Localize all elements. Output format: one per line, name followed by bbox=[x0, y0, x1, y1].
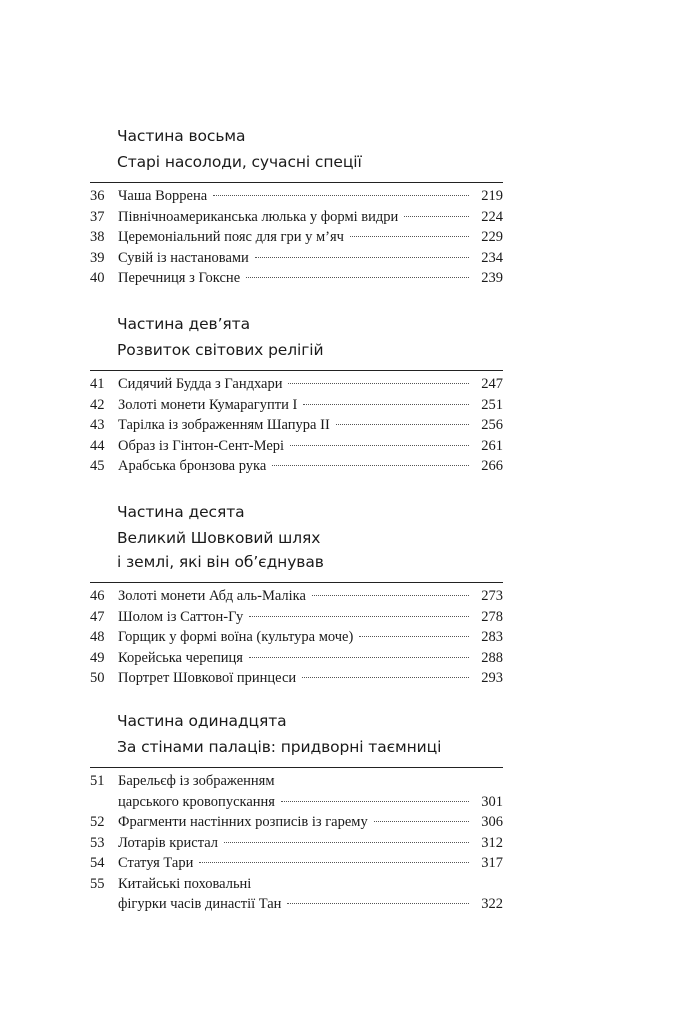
toc-entry[interactable] bbox=[90, 648, 510, 669]
entry-page: 322 bbox=[481, 896, 503, 912]
toc-part-10 bbox=[90, 500, 510, 689]
entry-title: Корейська черепиця bbox=[118, 649, 243, 666]
dot-leader bbox=[281, 801, 469, 802]
entry-number: 37 bbox=[90, 208, 105, 225]
entry-page: 288 bbox=[481, 649, 503, 666]
toc-entry[interactable] bbox=[90, 248, 510, 269]
entry-title: Перечниця з Гоксне bbox=[118, 270, 241, 286]
toc-entry[interactable] bbox=[90, 207, 510, 228]
toc-entry[interactable] bbox=[90, 874, 510, 915]
entry-page: 273 bbox=[481, 588, 503, 604]
dot-leader bbox=[312, 595, 469, 596]
dot-leader bbox=[287, 903, 469, 904]
entry-page: 256 bbox=[481, 417, 503, 433]
part-label: Частина одинадцята bbox=[117, 712, 287, 730]
entry-number: 53 bbox=[90, 834, 105, 851]
entry-number: 49 bbox=[90, 649, 105, 666]
entry-title: Образ із Гінтон-Сент-Мері bbox=[118, 437, 285, 454]
entry-number: 55 bbox=[90, 875, 105, 892]
part-label: Частина дев’ята bbox=[117, 315, 250, 333]
entry-number: 38 bbox=[90, 229, 105, 245]
entry-page: 229 bbox=[481, 229, 503, 245]
part-label: Частина десята bbox=[117, 503, 245, 521]
part-title: Старі насолоди, сучасні спеції bbox=[117, 153, 362, 171]
toc-entry[interactable] bbox=[90, 833, 510, 854]
entry-number: 42 bbox=[90, 396, 105, 413]
entry-page: 278 bbox=[481, 608, 503, 625]
entry-number: 45 bbox=[90, 458, 105, 474]
entry-page: 224 bbox=[481, 208, 503, 225]
entry-number: 47 bbox=[90, 608, 105, 625]
dot-leader bbox=[246, 277, 469, 278]
entry-title-continued: царського кровопускання bbox=[118, 793, 275, 810]
entry-page: 234 bbox=[481, 249, 503, 266]
entry-page: 247 bbox=[481, 376, 503, 392]
toc-entry[interactable] bbox=[90, 186, 510, 207]
entry-page: 266 bbox=[481, 458, 503, 474]
part-label: Частина восьма bbox=[117, 127, 246, 145]
part-title-line: Великий Шовковий шлях bbox=[117, 529, 321, 547]
entry-page: 283 bbox=[481, 629, 503, 645]
dot-leader bbox=[374, 821, 469, 822]
entry-title: Горщик у формі воїна (культура моче) bbox=[118, 629, 354, 645]
toc-entry[interactable] bbox=[90, 586, 510, 607]
divider bbox=[90, 767, 503, 768]
entry-title: Китайські поховальні bbox=[118, 875, 252, 892]
toc-entry[interactable] bbox=[90, 771, 510, 812]
toc-part-9 bbox=[90, 312, 510, 477]
entry-number: 54 bbox=[90, 855, 105, 871]
entry-number: 44 bbox=[90, 437, 105, 454]
dot-leader bbox=[249, 616, 469, 617]
toc-part-8 bbox=[90, 124, 510, 289]
toc-entry[interactable] bbox=[90, 668, 510, 689]
entry-title: Барельєф із зображенням bbox=[118, 773, 275, 789]
entry-page: 312 bbox=[481, 834, 503, 851]
dot-leader bbox=[359, 636, 469, 637]
entry-number: 50 bbox=[90, 670, 105, 686]
part-title: За стінами палаців: придворні таємниці bbox=[117, 738, 442, 756]
entry-title: Шолом із Саттон-Гу bbox=[118, 608, 244, 625]
entry-title: Чаша Воррена bbox=[118, 188, 208, 204]
entry-title-continued: фігурки часів династії Тан bbox=[118, 896, 282, 912]
toc-entry[interactable] bbox=[90, 268, 510, 289]
toc-entry[interactable] bbox=[90, 436, 510, 457]
entry-page: 251 bbox=[481, 396, 503, 413]
entry-title: Золоті монети Абд аль-Маліка bbox=[118, 588, 306, 604]
entry-number: 46 bbox=[90, 588, 105, 604]
dot-leader bbox=[199, 862, 469, 863]
entry-number: 51 bbox=[90, 773, 105, 789]
toc-entry[interactable] bbox=[90, 607, 510, 628]
entry-number: 43 bbox=[90, 417, 105, 433]
entry-title: Золоті монети Кумарагупти I bbox=[118, 396, 298, 413]
dot-leader bbox=[290, 445, 469, 446]
toc-entry[interactable] bbox=[90, 374, 510, 395]
part-title bbox=[117, 526, 510, 574]
entry-page: 219 bbox=[481, 188, 503, 204]
entry-number: 40 bbox=[90, 270, 105, 286]
divider bbox=[90, 182, 503, 183]
divider bbox=[90, 582, 503, 583]
dot-leader bbox=[404, 216, 469, 217]
entry-page: 239 bbox=[481, 270, 503, 286]
toc-entry[interactable] bbox=[90, 627, 510, 648]
dot-leader bbox=[303, 404, 469, 405]
part-title: Розвиток світових релігій bbox=[117, 341, 324, 359]
entry-page: 306 bbox=[481, 814, 503, 830]
entry-title: Портрет Шовкової принцеси bbox=[118, 670, 297, 686]
entry-title: Тарілка із зображенням Шапура II bbox=[118, 417, 330, 433]
entry-number: 52 bbox=[90, 814, 105, 830]
dot-leader bbox=[302, 677, 469, 678]
toc-entry[interactable] bbox=[90, 456, 510, 477]
entry-title: Північноамериканська люлька у формі видри bbox=[118, 208, 399, 225]
entry-title: Статуя Тари bbox=[118, 855, 194, 871]
dot-leader bbox=[249, 657, 469, 658]
part-title-line: і землі, які він об’єднував bbox=[117, 553, 324, 571]
dot-leader bbox=[255, 257, 469, 258]
dot-leader bbox=[272, 465, 469, 466]
entry-title: Лотарів кристал bbox=[118, 834, 219, 851]
entry-page: 261 bbox=[481, 437, 503, 454]
toc-entry[interactable] bbox=[90, 853, 510, 874]
entry-number: 41 bbox=[90, 376, 105, 392]
dot-leader bbox=[224, 842, 469, 843]
entry-title: Сувій із настановами bbox=[118, 249, 249, 266]
entry-title: Фрагменти настінних розписів із гарему bbox=[118, 814, 368, 830]
dot-leader bbox=[350, 236, 469, 237]
toc-entry[interactable] bbox=[90, 415, 510, 436]
entry-title: Арабська бронзова рука bbox=[118, 458, 267, 474]
toc-entry[interactable] bbox=[90, 227, 510, 248]
entry-number: 48 bbox=[90, 629, 105, 645]
dot-leader bbox=[288, 383, 469, 384]
dot-leader bbox=[336, 424, 469, 425]
toc-part-11 bbox=[90, 709, 510, 915]
entry-title: Сидячий Будда з Гандхари bbox=[118, 376, 283, 392]
entry-title: Церемоніальний пояс для гри у м’яч bbox=[118, 229, 344, 245]
toc-entry[interactable] bbox=[90, 812, 510, 833]
dot-leader bbox=[213, 195, 469, 196]
entry-number: 39 bbox=[90, 249, 105, 266]
toc-entry[interactable] bbox=[90, 395, 510, 416]
entry-number: 36 bbox=[90, 188, 105, 204]
divider bbox=[90, 370, 503, 371]
entry-page: 317 bbox=[481, 855, 503, 871]
entry-page: 293 bbox=[481, 670, 503, 686]
entry-page: 301 bbox=[481, 793, 503, 810]
